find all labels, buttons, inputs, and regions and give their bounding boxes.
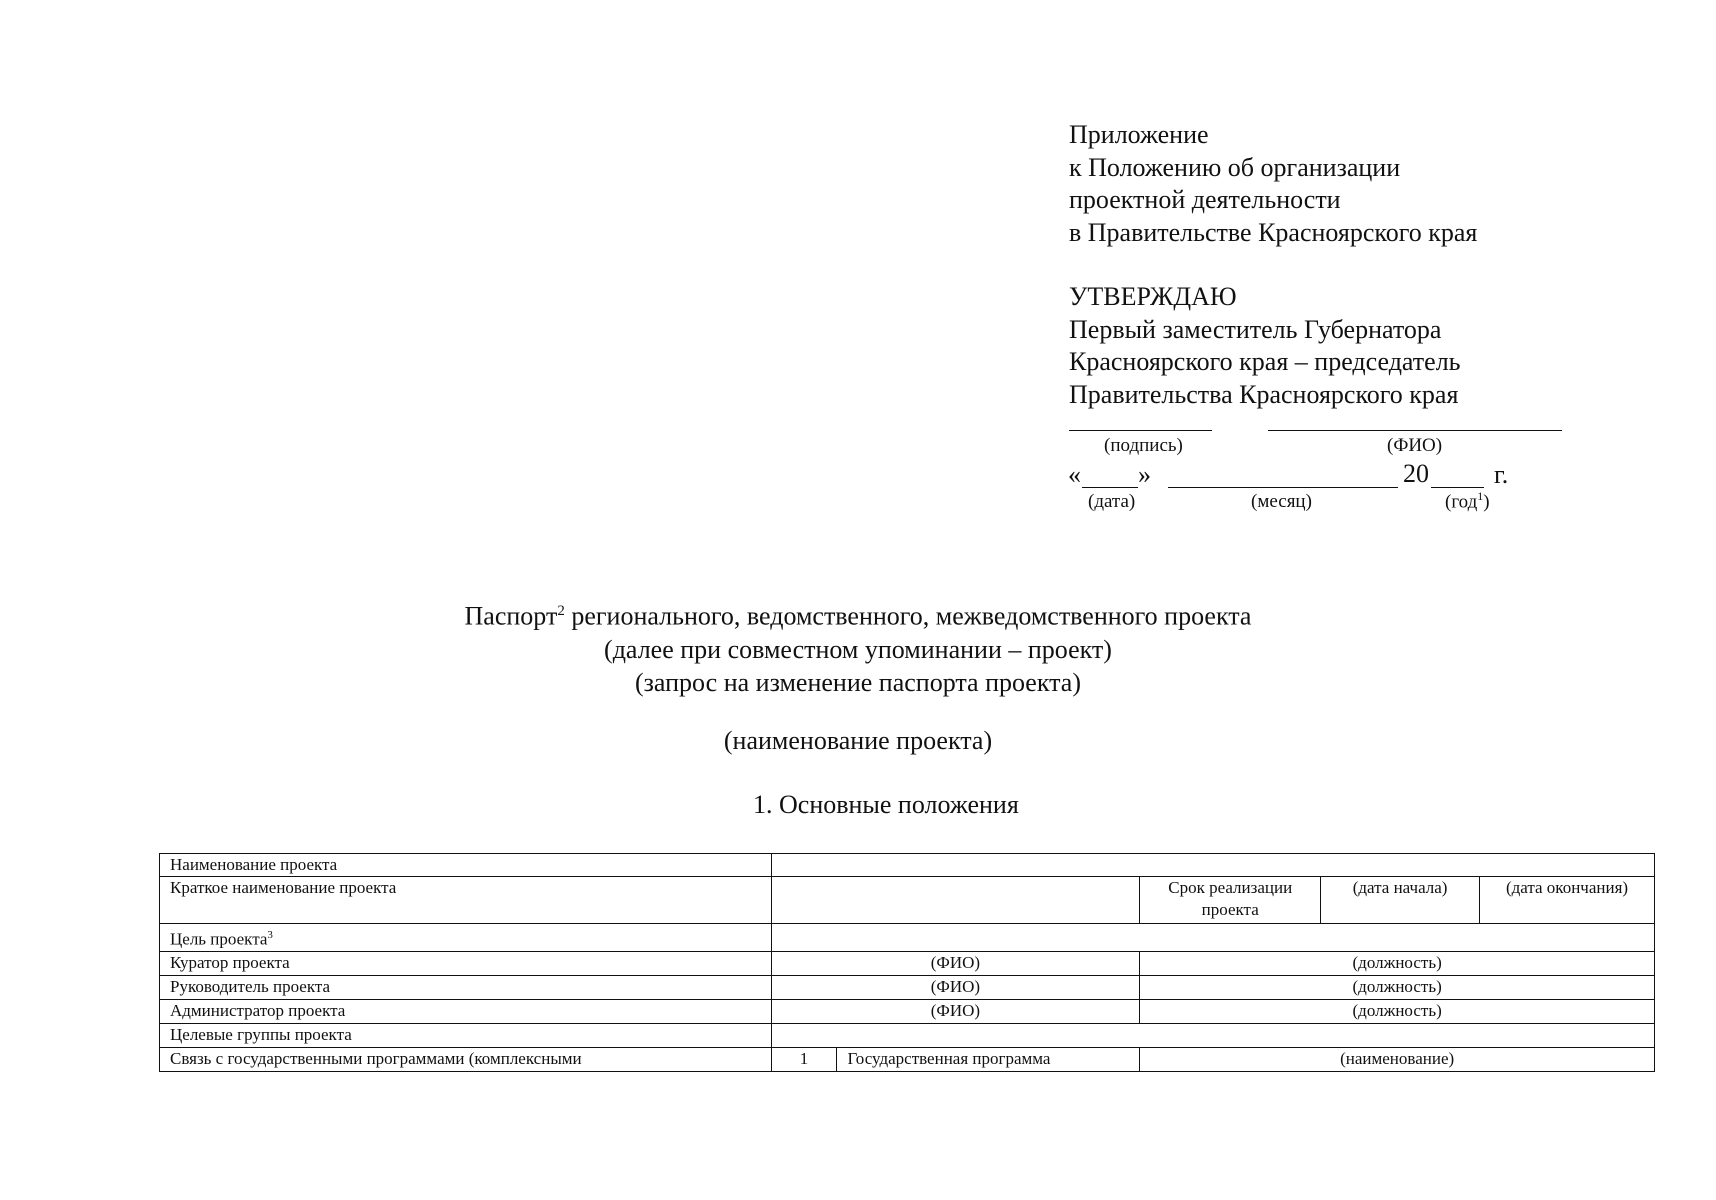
end-date-caption: (дата окончания) [1480,877,1655,924]
administrator-position: (должность) [1140,999,1655,1023]
date-caption: (дата) [1088,491,1136,512]
fio-caption: (ФИО) [1387,435,1443,456]
short-name-value [771,877,1140,924]
year-suffix: г. [1494,460,1509,489]
table-row [160,975,1655,999]
program-name-caption: (наименование) [1140,1047,1655,1071]
year-prefix: 20 [1403,459,1429,488]
signer-line-2: Красноярского края – председатель [1069,347,1461,376]
project-name-value [771,854,1654,877]
table-row [160,1047,1655,1071]
title-line-1: Паспорт$^2$ регионального, ведомственного, межведомственного проекта [464,601,1252,631]
table-row [160,877,1655,924]
row-label-goal: Цель проекта$^3$ [160,924,772,952]
signature-line [1069,430,1212,431]
table-row [160,951,1655,975]
row-label-administrator: Администратор проекта [160,999,772,1023]
passport-title [0,595,1716,699]
table-row [160,924,1655,952]
signature-caption: (подпись) [1104,435,1183,456]
month-caption: (месяц) [1251,491,1312,512]
goal-value [771,924,1654,952]
section-title: 1. Основные положения [753,790,1019,819]
appendix-line-4: в Правительстве Красноярского края [1069,217,1478,247]
row-label-head: Руководитель проекта [160,975,772,999]
table-row [160,999,1655,1023]
title-line-2: (далее при совместном упоминании – проект) [604,634,1112,664]
term-label: Срок реализации проекта [1140,877,1321,924]
administrator-fio: (ФИО) [771,999,1140,1023]
program-label: Государственная программа [837,1047,1140,1071]
date-day-line [1082,487,1138,488]
head-position: (должность) [1140,975,1655,999]
date-year-line [1431,487,1484,488]
row-label-program-link: Связь с государственными программами (комплексными [160,1047,772,1071]
title-line-3: (запрос на изменение паспорта проекта) [634,667,1082,697]
curator-fio: (ФИО) [771,951,1140,975]
approve-heading: УТВЕРЖДАЮ [1069,282,1237,311]
curator-position: (должность) [1140,951,1655,975]
head-fio: (ФИО) [771,975,1140,999]
main-provisions-table [159,853,1655,1072]
date-month-line [1168,487,1398,488]
signer-line-1: Первый заместитель Губернатора [1069,314,1442,344]
signer-line-3: Правительства Красноярского края [1069,379,1459,409]
approval-block [1069,119,1477,411]
appendix-line-3: проектной деятельности [1069,185,1341,214]
row-label-target-groups: Целевые группы проекта [160,1023,772,1047]
row-label-curator: Куратор проекта [160,951,772,975]
appendix-line-2: к Положению об организации [1069,152,1401,182]
fio-line [1268,430,1562,431]
goal-footnote-mark: 3 [267,929,273,941]
start-date-caption: (дата начала) [1321,877,1480,924]
table-row [160,854,1655,877]
year-caption: (год$^1$) [1445,489,1490,513]
target-groups-value [771,1023,1654,1047]
appendix-line-1: Приложение [1069,120,1209,149]
date-open-quote: « [1068,460,1081,489]
project-name-caption: (наименование проекта) [723,726,993,755]
program-number: 1 [771,1047,837,1071]
table-row [160,1023,1655,1047]
date-close-quote: » [1138,460,1151,489]
row-label-project-name: Наименование проекта [160,854,772,877]
row-label-short-name: Краткое наименование проекта [160,877,772,924]
title-footnote-mark: 2 [557,603,565,619]
